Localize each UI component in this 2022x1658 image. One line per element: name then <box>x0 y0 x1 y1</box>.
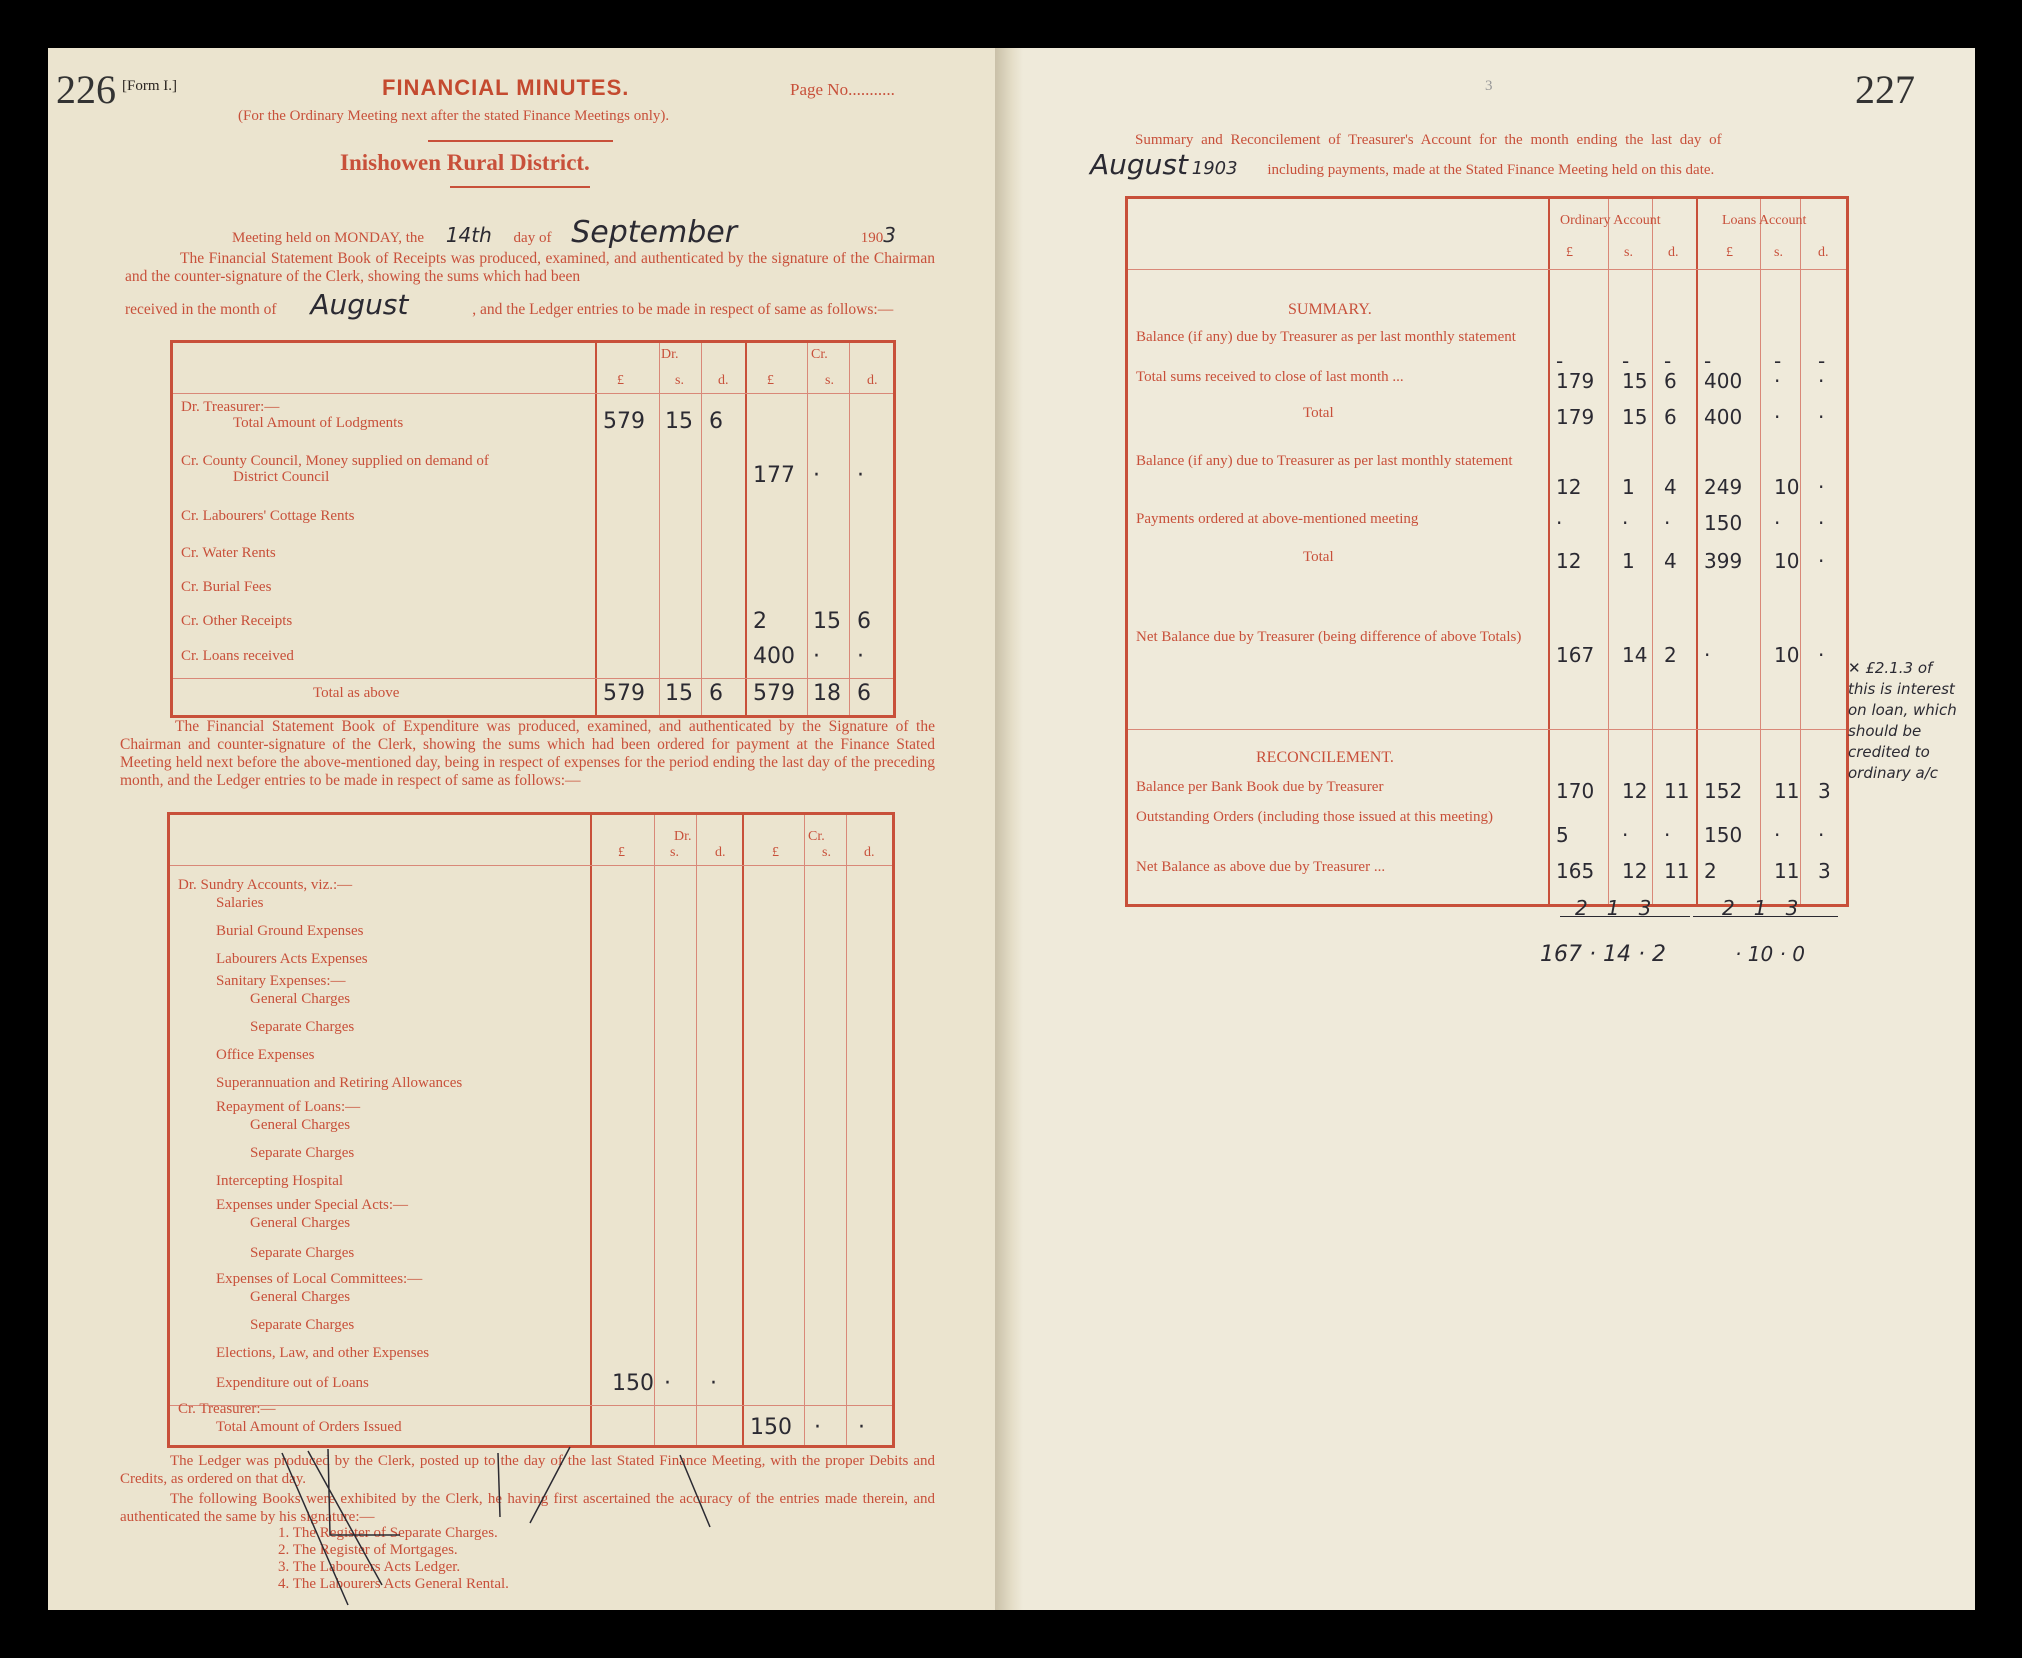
summary-value: 179 <box>1556 369 1595 393</box>
summary-value: 1 <box>1622 549 1635 573</box>
receipt-row-label: Cr. County Council, Money supplied on demand of <box>181 453 489 469</box>
expenditure-row-label: General Charges <box>250 1289 351 1305</box>
summary-table: Ordinary Account Loans Account £ s. d. £ s. d. SUMMARY. RECONCILEMENT. Balance (if any) due by Treasurer as per last monthly statement - - - - - - Total sums received to close of last month ... 179 15 6 400 · · Total 179 15 6 400 · · Balance (if any) due to Treasurer as per last monthly statement 12 1 4 249 10 · Payments ordered at above-mentioned meeting · · · 150 · · Total 12 1 4 399 10 · Net Balance due by Treasurer (being difference of above Totals) 167 14 2 · 10 · Balance per Bank Book due by Treasurer 170 12 11 152 11 3 Outstanding Orders (including those issued at this meeting) 5 · · 150 · · Net Balance as above due by Treasurer ... 165 12 11 2 11 3 <box>1125 196 1849 907</box>
summary-value: 2 <box>1664 643 1677 667</box>
summary-value: 400 <box>1704 369 1743 393</box>
summary-value: · <box>1818 511 1825 535</box>
expenditure-row-label: Separate Charges <box>250 1019 355 1035</box>
summary-value: 249 <box>1704 475 1743 499</box>
expenditure-value: · <box>664 1371 671 1396</box>
receipts-table: Dr. Cr. £ s. d. £ s. d. Dr. Treasurer:— Total Amount of Lodgments 579 15 6 Cr. County Council, Money supplied on demand of District Council 177 · · Cr. Labourers' Cottage Rents Cr. Water Rents Cr. Burial Fees Cr. Other Receipts 2 15 6 Cr. Loans received 400 · · Total as above 579 15 6 579 18 6 <box>170 340 896 718</box>
meeting-year-prefix: 190 <box>860 230 884 246</box>
summary-value: 14 <box>1622 643 1648 667</box>
expenditure-value: · <box>858 1415 865 1440</box>
summary-value: 4 <box>1664 475 1677 499</box>
summary-row-label: Balance per Bank Book due by Treasurer <box>1136 779 1384 795</box>
meeting-year-suffix: 3 <box>883 223 897 247</box>
summary-value: · <box>1664 823 1671 847</box>
summary-value: · <box>1704 643 1711 667</box>
summary-value: · <box>1818 823 1825 847</box>
meeting-mid: day of <box>513 230 552 246</box>
summary-value: - <box>1704 349 1712 373</box>
expenditure-row-label: Separate Charges <box>250 1245 355 1261</box>
summary-value: 2 <box>1704 859 1717 883</box>
summary-value: · <box>1818 475 1825 499</box>
summary-row-label: Balance (if any) due by Treasurer as per last monthly statement <box>1136 329 1516 345</box>
summary-value: 12 <box>1622 859 1648 883</box>
expenditure-row-label: Sanitary Expenses:— <box>216 973 346 989</box>
expenditure-row-label: Total Amount of Orders Issued <box>216 1419 402 1435</box>
expenditure-row-label: Burial Ground Expenses <box>216 923 364 939</box>
receipt-value: 18 <box>813 681 841 706</box>
summary-row-label: Total sums received to close of last month ... <box>1136 369 1404 385</box>
book-item: 2. The Register of Mortgages. <box>278 1542 458 1558</box>
summary-value: 11 <box>1774 859 1800 883</box>
summary-value: 11 <box>1774 779 1800 803</box>
receipts-cr-header: Cr. <box>811 347 828 362</box>
summary-value: 152 <box>1704 779 1743 803</box>
summary-value: 10 <box>1774 549 1800 573</box>
expenditure-row-label: Elections, Law, and other Expenses <box>216 1345 430 1361</box>
meeting-month: September <box>571 215 738 250</box>
receipt-row-label: Total as above <box>313 685 400 701</box>
sum-below-loans-1: 2 1 3 <box>1722 896 1799 920</box>
right-header-1: Summary and Reconcilement of Treasurer's Account for the month ending the last day of <box>1135 132 1722 148</box>
summary-value: 11 <box>1664 779 1690 803</box>
summary-value: · <box>1556 511 1563 535</box>
book-item: 3. The Labourers Acts Ledger. <box>278 1559 461 1575</box>
summary-value: - <box>1774 349 1782 373</box>
sum-below-loans-2: · 10 · 0 <box>1735 942 1805 966</box>
expenditure-row-label: General Charges <box>250 991 351 1007</box>
summary-value: 3 <box>1818 779 1831 803</box>
expenditure-row-label: Expenditure out of Loans <box>216 1375 369 1391</box>
right-page-number: 227 <box>1855 67 1915 112</box>
expenditure-table: Dr. Cr. £ s. d. £ s. d. Dr. Sundry Accounts, viz.:— Salaries Burial Ground Expenses Labourers Acts Expenses Sanitary Expenses:— General Charges Separate Charges Office Expenses Superannuation and Retiring Allowances Repayment of Loans:— General Charges Separate Charges Intercepting Hospital Expenses under Special Acts:— General Charges Separate Charges Expenses of Local Committees:— General Charges Separate Charges Elections, Law, and other Expenses Expenditure out of Loans 150 · · Cr. Treasurer:— Total Amount of Orders Issued 150 · · <box>167 812 895 1448</box>
small-page-number: 3 <box>1485 78 1493 94</box>
summary-value: · <box>1774 405 1781 429</box>
receipt-value: 400 <box>753 644 795 669</box>
summary-value: 3 <box>1818 859 1831 883</box>
receipt-row-sublabel: Total Amount of Lodgments <box>233 415 404 431</box>
receipt-row-label: Cr. Labourers' Cottage Rents <box>181 508 355 524</box>
cancellation-strikes <box>270 1445 790 1610</box>
receipts-paragraph-2: received in the month of August , and the Ledger entries to be made in respect of same as follows:— <box>125 288 894 321</box>
right-header-2-line: August 1903 including payments, made at the Stated Finance Meeting held on this date. <box>1090 148 1715 181</box>
col-loans: Loans Account <box>1722 213 1807 228</box>
summary-value: 179 <box>1556 405 1595 429</box>
expenditure-row-label: Separate Charges <box>250 1145 355 1161</box>
receipt-value: 15 <box>813 609 841 634</box>
summary-value: 15 <box>1622 369 1648 393</box>
summary-value: - <box>1818 349 1826 373</box>
expenditure-row-label: Labourers Acts Expenses <box>216 951 368 967</box>
receipt-row-label: Cr. Burial Fees <box>181 579 272 595</box>
receipt-row-sublabel: District Council <box>233 469 330 485</box>
expenditure-row-label: General Charges <box>250 1117 351 1133</box>
receipt-value: 6 <box>857 609 871 634</box>
receipt-value: 579 <box>753 681 795 706</box>
book-gutter <box>995 48 1023 1610</box>
expenditure-row-label: Salaries <box>216 895 264 911</box>
book-item: 4. The Labourers Acts General Rental. <box>278 1576 509 1592</box>
summary-value: · <box>1774 823 1781 847</box>
receipt-value: · <box>813 463 820 488</box>
title-rule-top <box>428 140 613 142</box>
district-name: Inishowen Rural District. <box>340 150 590 175</box>
receipt-row-label: Cr. Water Rents <box>181 545 276 561</box>
summary-row-label: Net Balance as above due by Treasurer ... <box>1136 859 1386 875</box>
receipt-value: 15 <box>665 409 693 434</box>
receipts-month: August <box>310 288 409 321</box>
summary-value: 6 <box>1664 405 1677 429</box>
page-title: FINANCIAL MINUTES. <box>382 75 630 100</box>
summary-value: 12 <box>1556 549 1582 573</box>
summary-value: 400 <box>1704 405 1743 429</box>
summary-value: · <box>1818 405 1825 429</box>
expenditure-row-label: Dr. Sundry Accounts, viz.:— <box>178 877 353 893</box>
expenditure-value: 150 <box>612 1371 654 1396</box>
summary-value: 150 <box>1704 823 1743 847</box>
subtitle: (For the Ordinary Meeting next after the stated Finance Meetings only). <box>238 108 670 124</box>
summary-value: 10 <box>1774 475 1800 499</box>
summary-value: · <box>1818 643 1825 667</box>
receipt-value: 579 <box>603 409 645 434</box>
page-no-label: Page No........... <box>790 80 895 99</box>
summary-value: 150 <box>1704 511 1743 535</box>
summary-value: 15 <box>1622 405 1648 429</box>
expenditure-row-label: Superannuation and Retiring Allowances <box>216 1075 463 1091</box>
receipt-value: 6 <box>709 681 723 706</box>
sum-below-ordinary-2: 167 · 14 · 2 <box>1540 942 1666 967</box>
book-item: 1. The Register of Separate Charges. <box>278 1525 498 1541</box>
summary-label: SUMMARY. <box>1288 301 1372 318</box>
receipt-row-label: Cr. Loans received <box>181 648 294 664</box>
expenditure-value: · <box>710 1371 717 1396</box>
summary-row-label: Balance (if any) due to Treasurer as per last monthly statement <box>1136 453 1513 469</box>
summary-value: 4 <box>1664 549 1677 573</box>
summary-value: 165 <box>1556 859 1595 883</box>
header-month: August <box>1090 148 1188 181</box>
receipt-value: · <box>813 644 820 669</box>
summary-value: - <box>1664 349 1672 373</box>
summary-row-label: Outstanding Orders (including those issued at this meeting) <box>1136 809 1494 825</box>
summary-value: 12 <box>1622 779 1648 803</box>
summary-row-label: Total <box>1303 405 1334 421</box>
receipt-row-label: Cr. Other Receipts <box>181 613 293 629</box>
summary-value: 6 <box>1664 369 1677 393</box>
receipts-dr-header: Dr. <box>661 347 679 362</box>
col-ordinary: Ordinary Account <box>1560 213 1661 228</box>
expenditure-paragraph: The Financial Statement Book of Expenditure was produced, examined, and authenticated by the Signature of the Chairman and counter-signature of the Clerk, showing the sums which had been ordered for payment at the Finance Stated Meeting held next before the above-mentioned day, being in respect of expenses for the period ending the last day of the preceding month, and the Ledger entries to be made in respect of same as follows:— <box>120 718 935 789</box>
receipt-value: · <box>857 463 864 488</box>
summary-value: · <box>1774 511 1781 535</box>
expenditure-row-label: General Charges <box>250 1215 351 1231</box>
title-rule-bottom <box>450 186 590 188</box>
expenditure-row-label: Expenses of Local Committees:— <box>216 1271 423 1287</box>
meeting-day: 14th <box>445 223 492 247</box>
form-label: [Form I.] <box>122 78 177 94</box>
summary-value: · <box>1664 511 1671 535</box>
summary-value: 11 <box>1664 859 1690 883</box>
receipt-row-label: Dr. Treasurer:— <box>181 399 280 415</box>
summary-row-label: Total <box>1303 549 1334 565</box>
expenditure-row-label: Intercepting Hospital <box>216 1173 344 1189</box>
expenditure-row-label: Office Expenses <box>216 1047 315 1063</box>
ledger-paragraph: The Ledger was produced by the Clerk, posted up to the day of the last Stated Finance Meeting, with the proper Debits and Credits, as ordered on that day. <box>120 1453 935 1487</box>
summary-value: 1 <box>1622 475 1635 499</box>
header-year: 1903 <box>1191 158 1238 179</box>
summary-row-label: Net Balance due by Treasurer (being difference of above Totals) <box>1136 629 1522 645</box>
summary-value: 5 <box>1556 823 1569 847</box>
receipt-value: 177 <box>753 463 795 488</box>
summary-value: 399 <box>1704 549 1743 573</box>
expenditure-value: 150 <box>750 1415 792 1440</box>
expenditure-row-label: Cr. Treasurer:— <box>178 1401 276 1417</box>
meeting-line <box>232 215 896 250</box>
summary-value: · <box>1818 549 1825 573</box>
expenditure-value: · <box>814 1415 821 1440</box>
summary-value: 12 <box>1556 475 1582 499</box>
summary-value: - <box>1622 349 1630 373</box>
margin-note: ✕ £2.1.3 of this is interest on loan, which should be credited to ordinary a/c <box>1848 659 1957 782</box>
books-paragraph: The following Books were exhibited by the Clerk, he having first ascertained the accuracy of the entries made therein, and authenticated the same by his signature:— <box>120 1491 935 1525</box>
summary-value: · <box>1818 369 1825 393</box>
sum-below-ordinary-1: 2 1 3 <box>1575 896 1652 920</box>
summary-value: 167 <box>1556 643 1595 667</box>
meeting-prefix: Meeting held on MONDAY, the <box>232 230 425 246</box>
summary-value: · <box>1622 511 1629 535</box>
expenditure-row-label: Expenses under Special Acts:— <box>216 1197 409 1213</box>
summary-value: 10 <box>1774 643 1800 667</box>
receipt-value: · <box>857 644 864 669</box>
summary-value: 170 <box>1556 779 1595 803</box>
receipt-value: 6 <box>709 409 723 434</box>
summary-row-label: Payments ordered at above-mentioned meeting <box>1136 511 1419 527</box>
reconcilement-label: RECONCILEMENT. <box>1256 749 1394 766</box>
receipt-value: 15 <box>665 681 693 706</box>
left-page-number: 226 <box>56 67 116 112</box>
receipt-value: 2 <box>753 609 767 634</box>
receipt-value: 579 <box>603 681 645 706</box>
summary-value: - <box>1556 349 1564 373</box>
receipts-paragraph: The Financial Statement Book of Receipts was produced, examined, and authenticated by the signature of the Chairman and the counter-signature of the Clerk, showing the sums which had been <box>125 250 935 285</box>
expenditure-row-label: Separate Charges <box>250 1317 355 1333</box>
receipt-value: 6 <box>857 681 871 706</box>
expenditure-row-label: Repayment of Loans:— <box>216 1099 361 1115</box>
summary-value: · <box>1774 369 1781 393</box>
summary-value: · <box>1622 823 1629 847</box>
